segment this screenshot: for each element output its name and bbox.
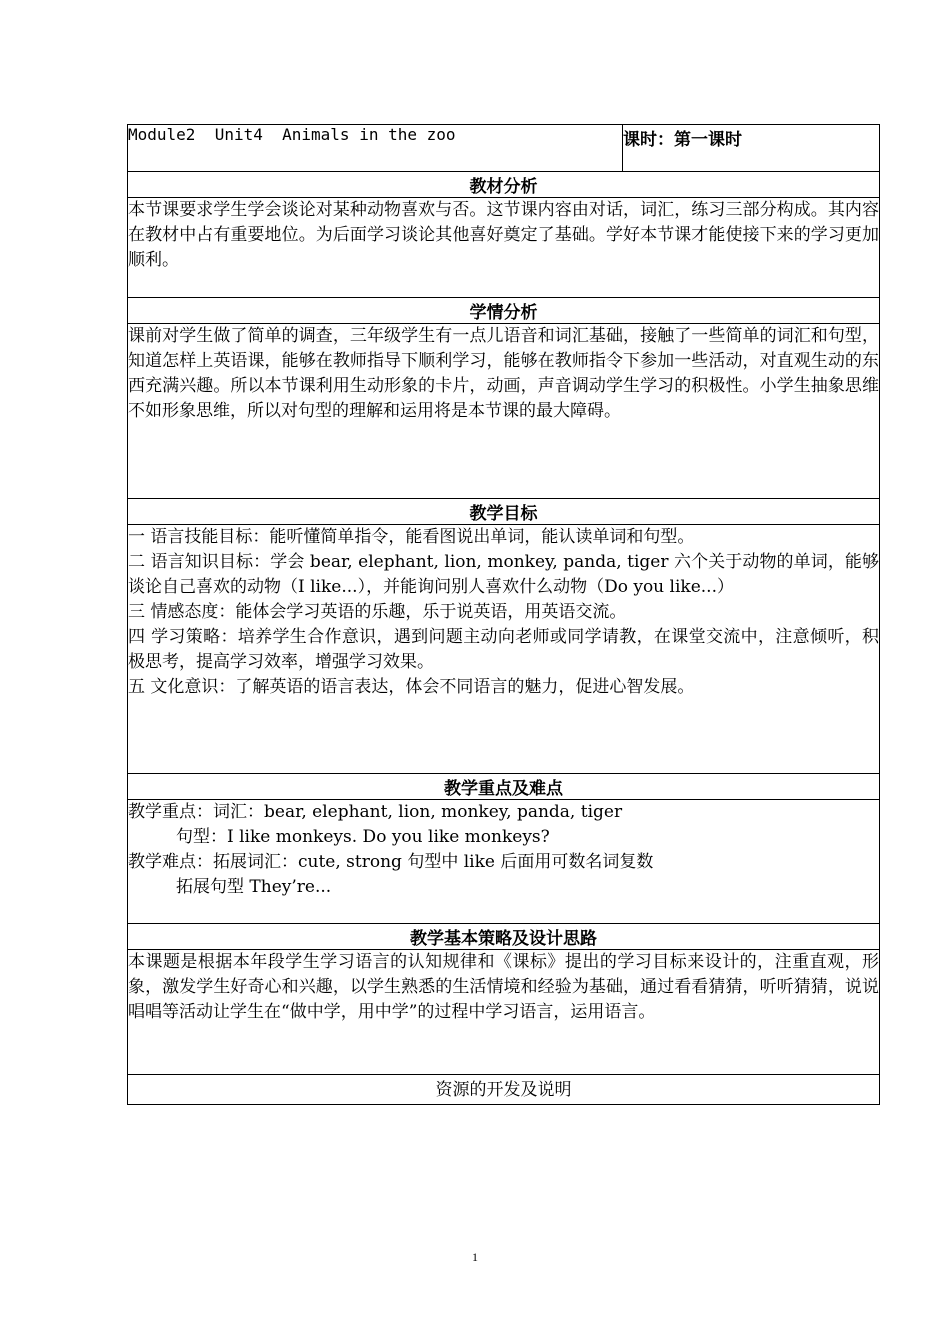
resources-heading: 资源的开发及说明 bbox=[128, 1075, 880, 1105]
header-row bbox=[128, 125, 880, 172]
key-point-line: 拓展句型 They’re... bbox=[176, 877, 332, 897]
objective-item: 三 情感态度：能体会学习英语的乐趣，乐于说英语，用英语交流。 bbox=[128, 602, 627, 622]
key-point-line: 句型：I like monkeys. Do you like monkeys? bbox=[176, 827, 550, 847]
objective-item: 五 文化意识：了解英语的语言表达，体会不同语言的魅力，促进心智发展。 bbox=[128, 677, 695, 697]
lesson-plan-table bbox=[127, 124, 880, 1105]
objective-item: 四 学习策略：培养学生合作意识，遇到问题主动向老师或同学请教，在课堂交流中，注意倾听，积极思考，提高学习效率，增强学习效果。 bbox=[128, 627, 879, 672]
objectives-heading: 教学目标 bbox=[128, 499, 880, 525]
objective-item: 一 语言技能目标：能听懂简单指令，能看图说出单词，能认读单词和句型。 bbox=[128, 527, 695, 547]
strategy-heading: 教学基本策略及设计思路 bbox=[128, 924, 880, 950]
page-number: 1 bbox=[472, 1250, 478, 1264]
material-text: 本节课要求学生学会谈论对某种动物喜欢与否。这节课内容由对话，词汇，练习三部分构成。其内容在教材中占有重要地位。为后面学习谈论其他喜好奠定了基础。学好本节课才能使接下来的学习更加顺利。 bbox=[128, 198, 880, 298]
strategy-text: 本课题是根据本年段学生学习语言的认知规律和《课标》提出的学习目标来设计的，注重直观，形象，激发学生好奇心和兴趣，以学生熟悉的生活情境和经验为基础，通过看看猜猜，听听猜猜，说说唱唱等活动让学生在“做中学，用中学”的过程中学习语言，运用语言。 bbox=[128, 950, 880, 1075]
lesson-title: Module2 Unit4 Animals in the zoo bbox=[128, 125, 623, 172]
learners-heading: 学情分析 bbox=[128, 298, 880, 324]
key-points-heading: 教学重点及难点 bbox=[128, 774, 880, 800]
key-points-body bbox=[128, 800, 880, 924]
lesson-period: 课时：第一课时 bbox=[623, 125, 880, 172]
key-point-line: 教学重点：词汇：bear, elephant, lion, monkey, panda, tiger bbox=[128, 802, 623, 822]
learners-text: 课前对学生做了简单的调查，三年级学生有一点儿语音和词汇基础，接触了一些简单的词汇和句型，知道怎样上英语课，能够在教师指导下顺利学习，能够在教师指令下参加一些活动，对直观生动的东西充满兴趣。所以本节课利用生动形象的卡片，动画，声音调动学生学习的积极性。小学生抽象思维不如形象思维，所以对句型的理解和运用将是本节课的最大障碍。 bbox=[128, 324, 880, 499]
objectives-body bbox=[128, 525, 880, 774]
material-heading: 教材分析 bbox=[128, 172, 880, 198]
objective-item: 二 语言知识目标：学会 bear, elephant, lion, monkey, panda, tiger 六个关于动物的单词，能够谈论自己喜欢的动物（I like...），并能询问别人喜欢什么动物（Do you like...） bbox=[128, 552, 879, 597]
key-point-line: 教学难点：拓展词汇：cute, strong 句型中 like 后面用可数名词复数 bbox=[128, 852, 654, 872]
